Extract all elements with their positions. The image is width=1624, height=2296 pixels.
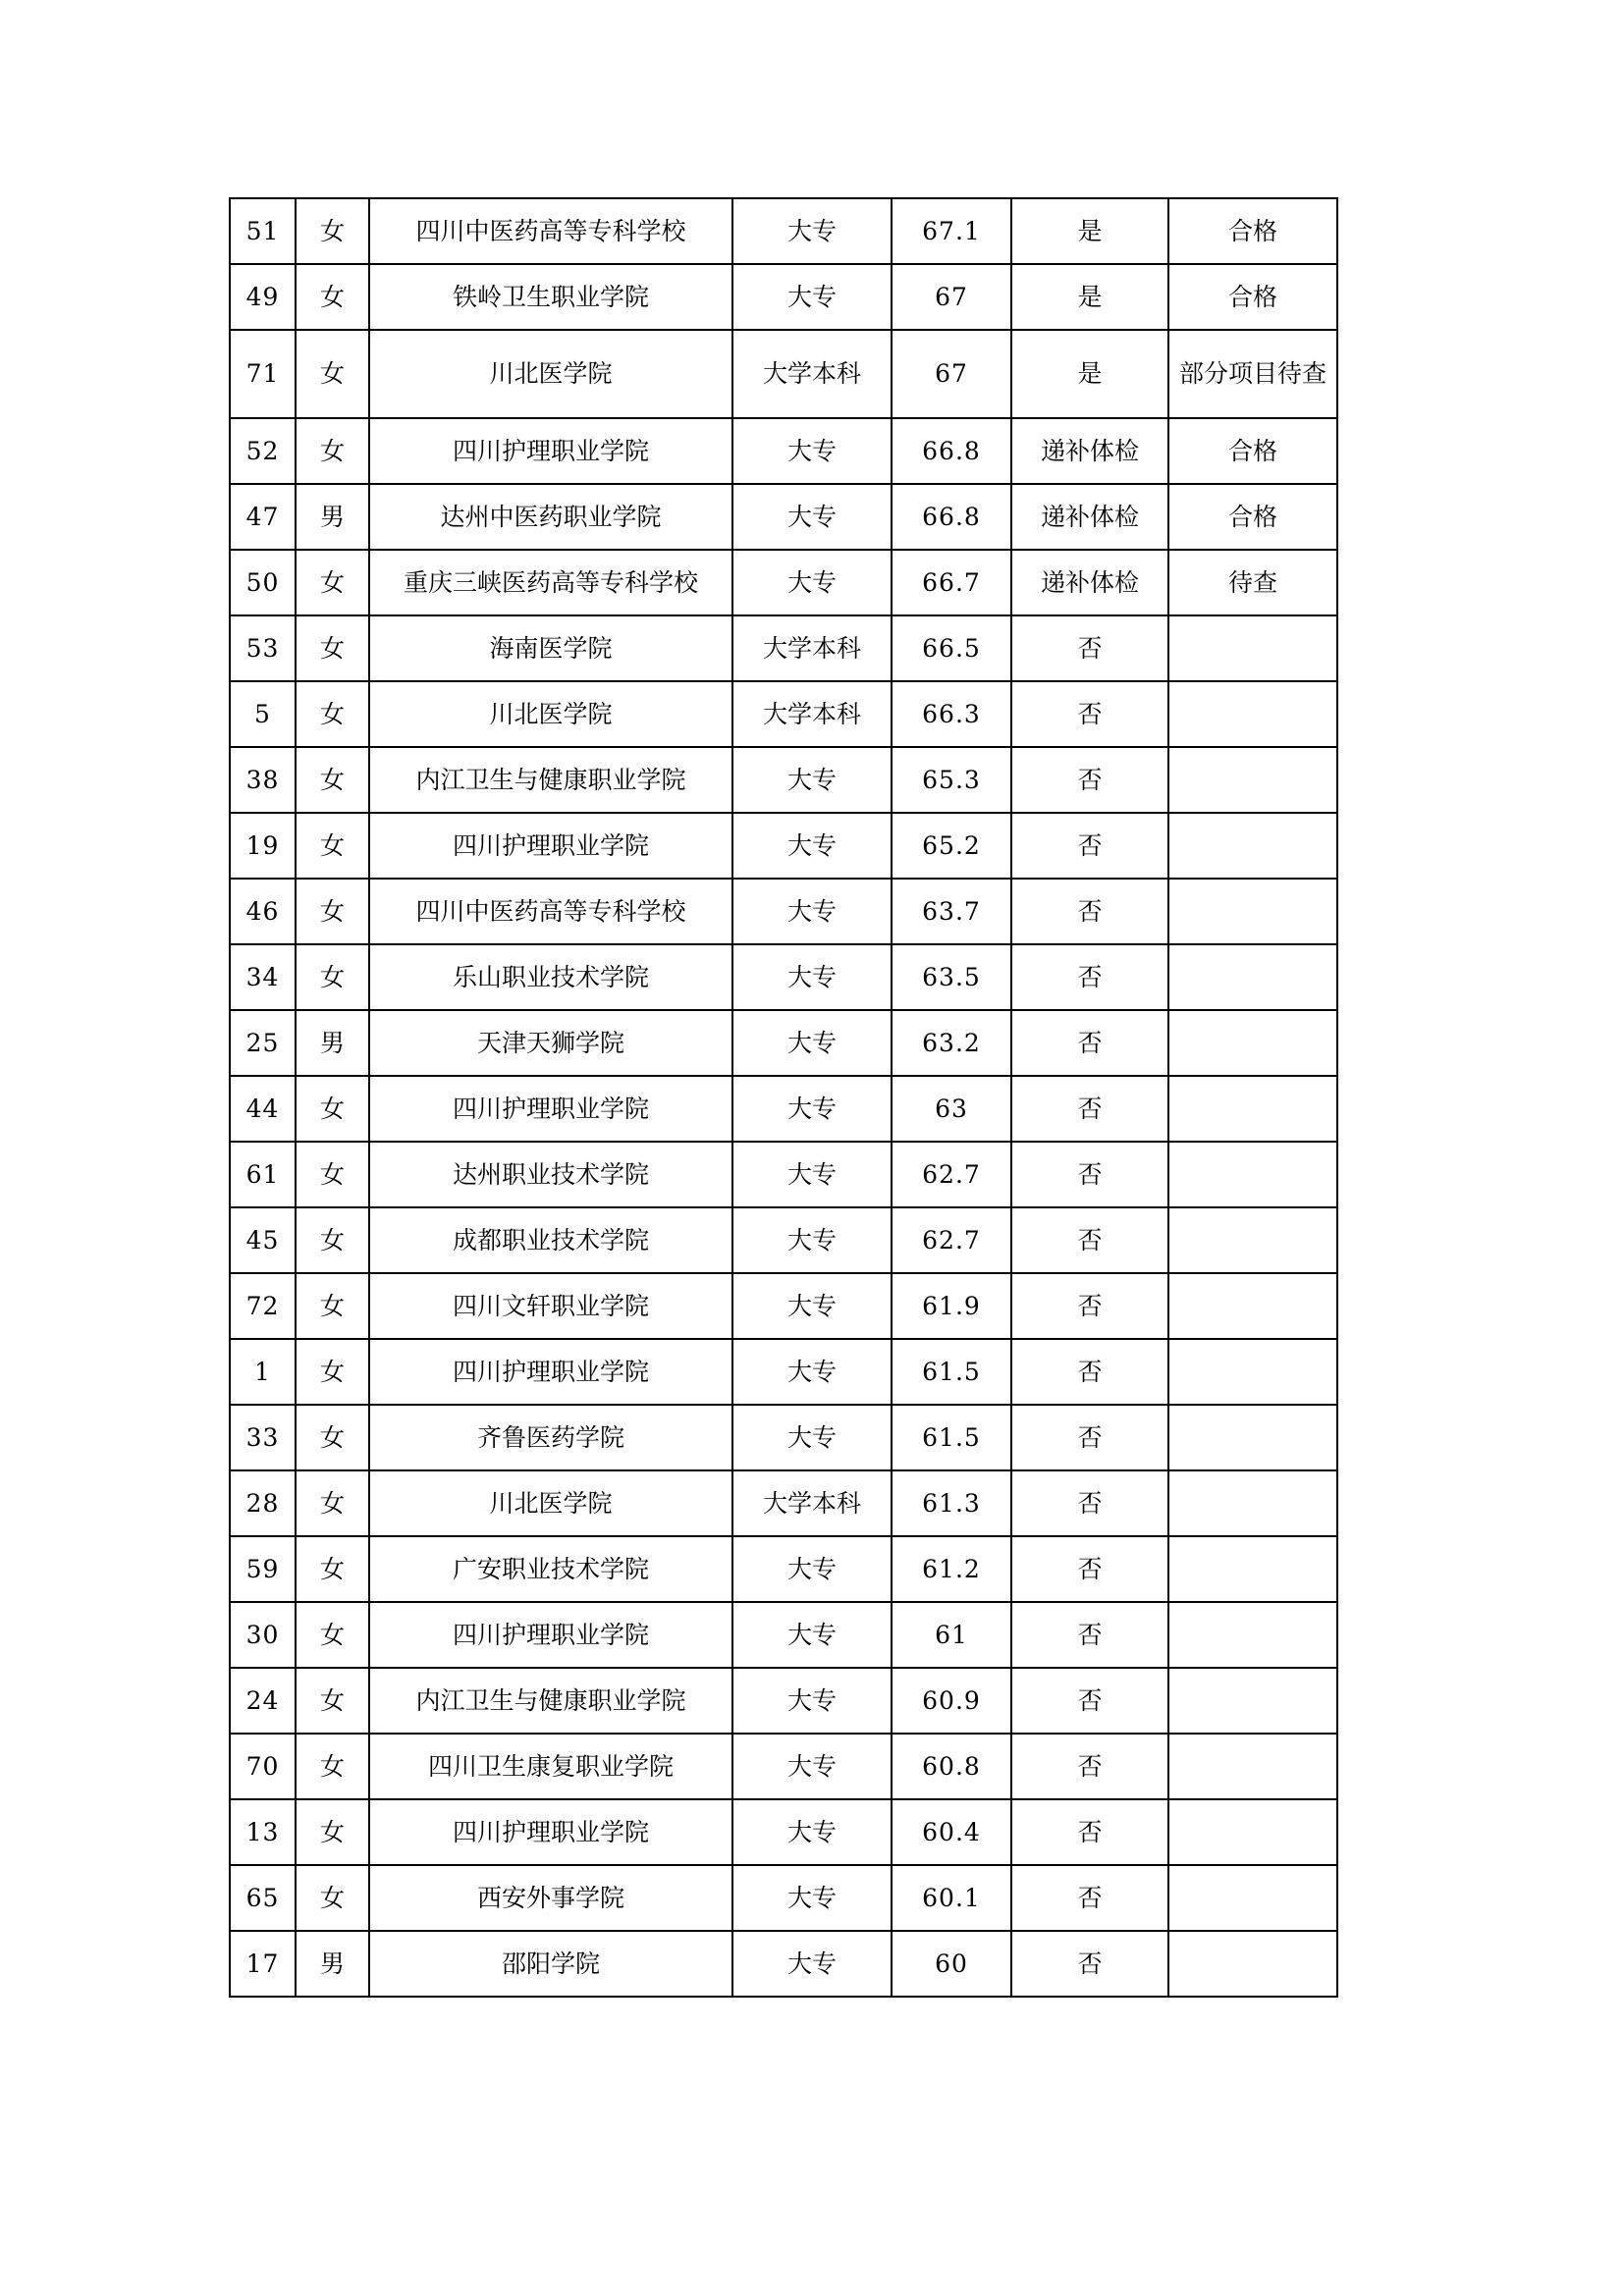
cell-score: 61.5 <box>892 1405 1011 1470</box>
cell-result: 待查 <box>1168 550 1337 615</box>
cell-school: 铁岭卫生职业学院 <box>369 264 732 330</box>
table-row <box>230 1734 1337 1799</box>
cell-education: 大专 <box>732 1931 892 1997</box>
cell-gender: 女 <box>296 1865 369 1931</box>
cell-gender: 女 <box>296 1339 369 1405</box>
cell-score: 66.8 <box>892 484 1011 550</box>
table-row <box>230 418 1337 484</box>
cell-result <box>1168 1207 1337 1273</box>
cell-exam-status: 否 <box>1011 1931 1168 1997</box>
cell-result <box>1168 1602 1337 1668</box>
table-row <box>230 747 1337 813</box>
cell-education: 大专 <box>732 1734 892 1799</box>
cell-school: 海南医学院 <box>369 615 732 681</box>
cell-result <box>1168 1799 1337 1865</box>
cell-school: 川北医学院 <box>369 330 732 418</box>
cell-id: 70 <box>230 1734 296 1799</box>
cell-result: 合格 <box>1168 418 1337 484</box>
cell-result <box>1168 747 1337 813</box>
cell-score: 66.5 <box>892 615 1011 681</box>
table-row <box>230 1668 1337 1734</box>
cell-gender: 女 <box>296 615 369 681</box>
cell-school: 广安职业技术学院 <box>369 1536 732 1602</box>
cell-score: 61.9 <box>892 1273 1011 1339</box>
cell-exam-status: 否 <box>1011 1273 1168 1339</box>
cell-exam-status: 否 <box>1011 1602 1168 1668</box>
cell-education: 大专 <box>732 1142 892 1207</box>
cell-score: 61 <box>892 1602 1011 1668</box>
cell-education: 大专 <box>732 418 892 484</box>
cell-result <box>1168 681 1337 747</box>
cell-school: 川北医学院 <box>369 1470 732 1536</box>
cell-exam-status: 否 <box>1011 813 1168 879</box>
cell-gender: 女 <box>296 1273 369 1339</box>
cell-id: 52 <box>230 418 296 484</box>
cell-id: 33 <box>230 1405 296 1470</box>
cell-gender: 女 <box>296 681 369 747</box>
cell-score: 63.7 <box>892 879 1011 944</box>
table-row <box>230 615 1337 681</box>
cell-school: 西安外事学院 <box>369 1865 732 1931</box>
cell-score: 60.8 <box>892 1734 1011 1799</box>
cell-score: 63.2 <box>892 1010 1011 1076</box>
cell-exam-status: 否 <box>1011 1470 1168 1536</box>
cell-score: 67 <box>892 264 1011 330</box>
cell-education: 大专 <box>732 1339 892 1405</box>
cell-gender: 女 <box>296 1405 369 1470</box>
cell-id: 59 <box>230 1536 296 1602</box>
cell-id: 24 <box>230 1668 296 1734</box>
cell-school: 邵阳学院 <box>369 1931 732 1997</box>
cell-id: 30 <box>230 1602 296 1668</box>
cell-education: 大专 <box>732 1668 892 1734</box>
cell-gender: 女 <box>296 1076 369 1142</box>
cell-id: 49 <box>230 264 296 330</box>
cell-exam-status: 否 <box>1011 747 1168 813</box>
cell-id: 45 <box>230 1207 296 1273</box>
table-row <box>230 1339 1337 1405</box>
results-table <box>229 197 1338 1998</box>
cell-score: 61.5 <box>892 1339 1011 1405</box>
cell-gender: 女 <box>296 1668 369 1734</box>
cell-score: 63.5 <box>892 944 1011 1010</box>
cell-education: 大学本科 <box>732 681 892 747</box>
table-row <box>230 1865 1337 1931</box>
table-row <box>230 1470 1337 1536</box>
cell-id: 46 <box>230 879 296 944</box>
cell-score: 60.4 <box>892 1799 1011 1865</box>
cell-gender: 女 <box>296 944 369 1010</box>
cell-gender: 男 <box>296 484 369 550</box>
cell-result <box>1168 1668 1337 1734</box>
cell-education: 大专 <box>732 198 892 264</box>
cell-gender: 女 <box>296 198 369 264</box>
cell-score: 61.2 <box>892 1536 1011 1602</box>
cell-exam-status: 否 <box>1011 1668 1168 1734</box>
cell-id: 65 <box>230 1865 296 1931</box>
cell-education: 大专 <box>732 747 892 813</box>
cell-exam-status: 否 <box>1011 1207 1168 1273</box>
cell-id: 38 <box>230 747 296 813</box>
cell-education: 大专 <box>732 484 892 550</box>
table-row <box>230 681 1337 747</box>
cell-exam-status: 否 <box>1011 1010 1168 1076</box>
cell-score: 67 <box>892 330 1011 418</box>
table-row <box>230 330 1337 418</box>
cell-exam-status: 是 <box>1011 264 1168 330</box>
cell-school: 川北医学院 <box>369 681 732 747</box>
cell-gender: 女 <box>296 330 369 418</box>
cell-score: 63 <box>892 1076 1011 1142</box>
cell-gender: 男 <box>296 1010 369 1076</box>
cell-gender: 女 <box>296 1207 369 1273</box>
cell-result <box>1168 1734 1337 1799</box>
cell-result <box>1168 1405 1337 1470</box>
cell-exam-status: 否 <box>1011 1865 1168 1931</box>
results-table-body <box>230 198 1337 1997</box>
cell-school: 四川护理职业学院 <box>369 418 732 484</box>
cell-education: 大专 <box>732 813 892 879</box>
cell-exam-status: 否 <box>1011 1142 1168 1207</box>
cell-score: 66.7 <box>892 550 1011 615</box>
cell-education: 大专 <box>732 264 892 330</box>
cell-education: 大专 <box>732 944 892 1010</box>
table-row <box>230 1142 1337 1207</box>
cell-education: 大专 <box>732 1865 892 1931</box>
cell-education: 大专 <box>732 1207 892 1273</box>
cell-score: 60 <box>892 1931 1011 1997</box>
table-row <box>230 1799 1337 1865</box>
cell-score: 60.1 <box>892 1865 1011 1931</box>
cell-id: 50 <box>230 550 296 615</box>
cell-id: 72 <box>230 1273 296 1339</box>
cell-school: 四川护理职业学院 <box>369 1602 732 1668</box>
cell-score: 65.2 <box>892 813 1011 879</box>
cell-school: 达州职业技术学院 <box>369 1142 732 1207</box>
table-row <box>230 1076 1337 1142</box>
cell-school: 内江卫生与健康职业学院 <box>369 747 732 813</box>
cell-id: 1 <box>230 1339 296 1405</box>
cell-education: 大专 <box>732 550 892 615</box>
cell-id: 25 <box>230 1010 296 1076</box>
cell-school: 成都职业技术学院 <box>369 1207 732 1273</box>
cell-exam-status: 否 <box>1011 1339 1168 1405</box>
cell-result <box>1168 879 1337 944</box>
cell-gender: 女 <box>296 813 369 879</box>
cell-education: 大专 <box>732 1010 892 1076</box>
cell-id: 53 <box>230 615 296 681</box>
cell-score: 66.8 <box>892 418 1011 484</box>
cell-result: 合格 <box>1168 264 1337 330</box>
table-row <box>230 1931 1337 1997</box>
cell-result: 合格 <box>1168 484 1337 550</box>
cell-gender: 女 <box>296 1470 369 1536</box>
cell-score: 62.7 <box>892 1142 1011 1207</box>
cell-gender: 男 <box>296 1931 369 1997</box>
cell-exam-status: 否 <box>1011 1076 1168 1142</box>
cell-education: 大学本科 <box>732 1470 892 1536</box>
cell-school: 四川护理职业学院 <box>369 1799 732 1865</box>
cell-score: 61.3 <box>892 1470 1011 1536</box>
cell-school: 内江卫生与健康职业学院 <box>369 1668 732 1734</box>
cell-school: 四川护理职业学院 <box>369 1339 732 1405</box>
cell-score: 66.3 <box>892 681 1011 747</box>
table-row <box>230 1010 1337 1076</box>
cell-gender: 女 <box>296 550 369 615</box>
cell-result <box>1168 944 1337 1010</box>
cell-result: 合格 <box>1168 198 1337 264</box>
cell-school: 四川中医药高等专科学校 <box>369 879 732 944</box>
table-row <box>230 879 1337 944</box>
cell-school: 天津天狮学院 <box>369 1010 732 1076</box>
table-row <box>230 1405 1337 1470</box>
cell-gender: 女 <box>296 1799 369 1865</box>
cell-exam-status: 是 <box>1011 198 1168 264</box>
cell-education: 大专 <box>732 1602 892 1668</box>
cell-education: 大专 <box>732 879 892 944</box>
cell-id: 19 <box>230 813 296 879</box>
cell-id: 71 <box>230 330 296 418</box>
cell-exam-status: 否 <box>1011 879 1168 944</box>
cell-education: 大专 <box>732 1536 892 1602</box>
cell-score: 67.1 <box>892 198 1011 264</box>
table-row <box>230 550 1337 615</box>
cell-exam-status: 否 <box>1011 1734 1168 1799</box>
cell-exam-status: 递补体检 <box>1011 550 1168 615</box>
cell-school: 齐鲁医药学院 <box>369 1405 732 1470</box>
table-row <box>230 944 1337 1010</box>
cell-exam-status: 是 <box>1011 330 1168 418</box>
cell-result <box>1168 1076 1337 1142</box>
cell-id: 44 <box>230 1076 296 1142</box>
cell-school: 四川中医药高等专科学校 <box>369 198 732 264</box>
cell-id: 5 <box>230 681 296 747</box>
cell-gender: 女 <box>296 264 369 330</box>
cell-id: 47 <box>230 484 296 550</box>
cell-education: 大专 <box>732 1076 892 1142</box>
cell-id: 51 <box>230 198 296 264</box>
cell-exam-status: 否 <box>1011 681 1168 747</box>
cell-school: 重庆三峡医药高等专科学校 <box>369 550 732 615</box>
cell-school: 四川护理职业学院 <box>369 813 732 879</box>
cell-exam-status: 否 <box>1011 944 1168 1010</box>
cell-score: 65.3 <box>892 747 1011 813</box>
cell-education: 大专 <box>732 1273 892 1339</box>
table-row <box>230 198 1337 264</box>
cell-gender: 女 <box>296 747 369 813</box>
cell-result: 部分项目待查 <box>1168 330 1337 418</box>
cell-gender: 女 <box>296 1142 369 1207</box>
table-row <box>230 813 1337 879</box>
cell-exam-status: 否 <box>1011 1799 1168 1865</box>
cell-id: 34 <box>230 944 296 1010</box>
cell-id: 28 <box>230 1470 296 1536</box>
cell-exam-status: 递补体检 <box>1011 418 1168 484</box>
cell-result <box>1168 1865 1337 1931</box>
cell-id: 17 <box>230 1931 296 1997</box>
table-row <box>230 1273 1337 1339</box>
cell-gender: 女 <box>296 418 369 484</box>
cell-gender: 女 <box>296 1536 369 1602</box>
cell-exam-status: 否 <box>1011 1536 1168 1602</box>
cell-result <box>1168 1931 1337 1997</box>
cell-exam-status: 递补体检 <box>1011 484 1168 550</box>
table-row <box>230 1602 1337 1668</box>
cell-education: 大专 <box>732 1799 892 1865</box>
cell-exam-status: 否 <box>1011 1405 1168 1470</box>
cell-id: 13 <box>230 1799 296 1865</box>
table-row <box>230 264 1337 330</box>
cell-education: 大学本科 <box>732 330 892 418</box>
cell-school: 四川护理职业学院 <box>369 1076 732 1142</box>
cell-result <box>1168 1273 1337 1339</box>
cell-result <box>1168 1142 1337 1207</box>
cell-result <box>1168 1536 1337 1602</box>
cell-school: 四川文轩职业学院 <box>369 1273 732 1339</box>
cell-education: 大专 <box>732 1405 892 1470</box>
cell-gender: 女 <box>296 879 369 944</box>
cell-gender: 女 <box>296 1734 369 1799</box>
table-row <box>230 484 1337 550</box>
cell-score: 62.7 <box>892 1207 1011 1273</box>
table-row <box>230 1536 1337 1602</box>
cell-result <box>1168 1470 1337 1536</box>
cell-result <box>1168 1339 1337 1405</box>
cell-score: 60.9 <box>892 1668 1011 1734</box>
cell-result <box>1168 1010 1337 1076</box>
cell-exam-status: 否 <box>1011 615 1168 681</box>
cell-school: 四川卫生康复职业学院 <box>369 1734 732 1799</box>
table-row <box>230 1207 1337 1273</box>
cell-id: 61 <box>230 1142 296 1207</box>
cell-gender: 女 <box>296 1602 369 1668</box>
cell-result <box>1168 615 1337 681</box>
cell-school: 乐山职业技术学院 <box>369 944 732 1010</box>
cell-education: 大学本科 <box>732 615 892 681</box>
cell-school: 达州中医药职业学院 <box>369 484 732 550</box>
cell-result <box>1168 813 1337 879</box>
